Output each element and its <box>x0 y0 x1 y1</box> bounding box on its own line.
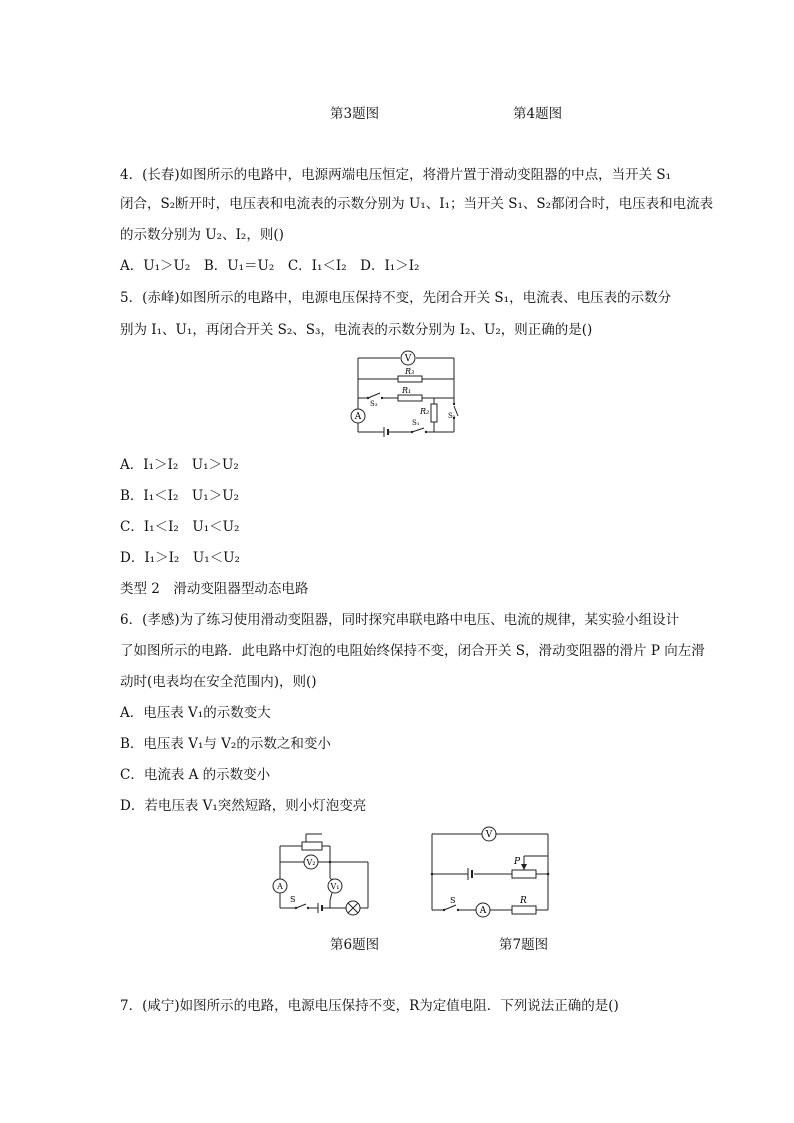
figure-3-caption: 第3题图 <box>330 106 380 122</box>
q5-r2-label: R₂ <box>420 407 430 416</box>
q6-option-c: C．电流表 A 的示数变小 <box>120 767 271 783</box>
q5-s3-label: S₃ <box>370 400 378 408</box>
q6-line1: 6．(孝感)为了练习使用滑动变阻器，同时探究串联电路中电压、电流的规律，某实验小组设计 <box>120 612 680 628</box>
q7-voltmeter-label: V <box>485 830 493 840</box>
q6-voltmeter-v1-label: V₁ <box>330 882 340 891</box>
q5-line2: 别为 I₁、U₁，再闭合开关 S₂、S₃，电流表的示数分别为 I₂、U₂，则正确的是() <box>120 322 593 338</box>
q5-s1-label: S₁ <box>412 419 420 427</box>
q7-ammeter-label: A <box>479 906 487 916</box>
q6-ammeter-label: A <box>277 882 283 891</box>
q5-line1: 5．(赤峰)如图所示的电路中，电源电压保持不变，先闭合开关 S₁，电流表、电压表的示数分 <box>120 290 672 306</box>
q4-line3: 的示数分别为 U₂、I₂，则() <box>120 227 284 243</box>
q5-s2-label: S₂ <box>448 412 456 420</box>
q7-switch-label: S <box>450 896 456 905</box>
q7-slider-label: P <box>514 857 521 867</box>
q6-line2: 了如图所示的电路．此电路中灯泡的电阻始终保持不变，闭合开关 S，滑动变阻器的滑片 P 向左滑 <box>120 643 705 659</box>
q7-circuit-diagram <box>424 826 554 918</box>
q6-option-d: D．若电压表 V₁突然短路，则小灯泡变亮 <box>120 798 367 814</box>
q4-options: A．U₁＞U₂ B．U₁＝U₂ C．I₁＜I₂ D．I₁＞I₂ <box>120 258 420 274</box>
q6-circuit-diagram <box>268 828 378 918</box>
q5-ammeter-label: A <box>354 412 362 422</box>
section-type2-heading: 类型 2 滑动变阻器型动态电路 <box>120 581 309 597</box>
figure-4-caption: 第4题图 <box>513 106 563 122</box>
q6-option-b: B．电压表 V₁与 V₂的示数之和变小 <box>120 736 331 752</box>
q5-voltmeter-label: V <box>404 354 412 364</box>
q7-line1: 7．(咸宁)如图所示的电路，电源电压保持不变，R为定值电阻．下列说法正确的是() <box>120 998 619 1014</box>
q5-option-d: D．I₁＞I₂ U₁＜U₂ <box>120 550 240 566</box>
q6-switch-label: S <box>290 895 296 904</box>
q5-option-a: A．I₁＞I₂ U₁＞U₂ <box>120 457 239 473</box>
figure-7-caption: 第7题图 <box>499 937 549 953</box>
figure-6-caption: 第6题图 <box>330 937 380 953</box>
q6-line3: 动时(电表均在安全范围内)，则() <box>120 674 317 690</box>
q5-r1-label: R₁ <box>402 386 412 395</box>
q7-resistor-label: R <box>520 896 527 906</box>
q6-option-a: A．电压表 V₁的示数变大 <box>120 705 271 721</box>
q5-option-c: C．I₁＜I₂ U₁＜U₂ <box>120 519 240 535</box>
q4-line2: 闭合，S₂断开时，电压表和电流表的示数分别为 U₁、I₁；当开关 S₁、S₂都闭合时，电压表和电流表 <box>120 196 714 212</box>
q5-option-b: B．I₁＜I₂ U₁＞U₂ <box>120 488 239 504</box>
q4-line1: 4．(长春)如图所示的电路中，电源两端电压恒定，将滑片置于滑动变阻器的中点，当开关 S₁ <box>120 167 672 183</box>
q6-voltmeter-v2-label: V₂ <box>306 858 316 867</box>
q5-circuit-diagram <box>340 348 460 440</box>
q5-r3-label: R₃ <box>405 367 415 376</box>
